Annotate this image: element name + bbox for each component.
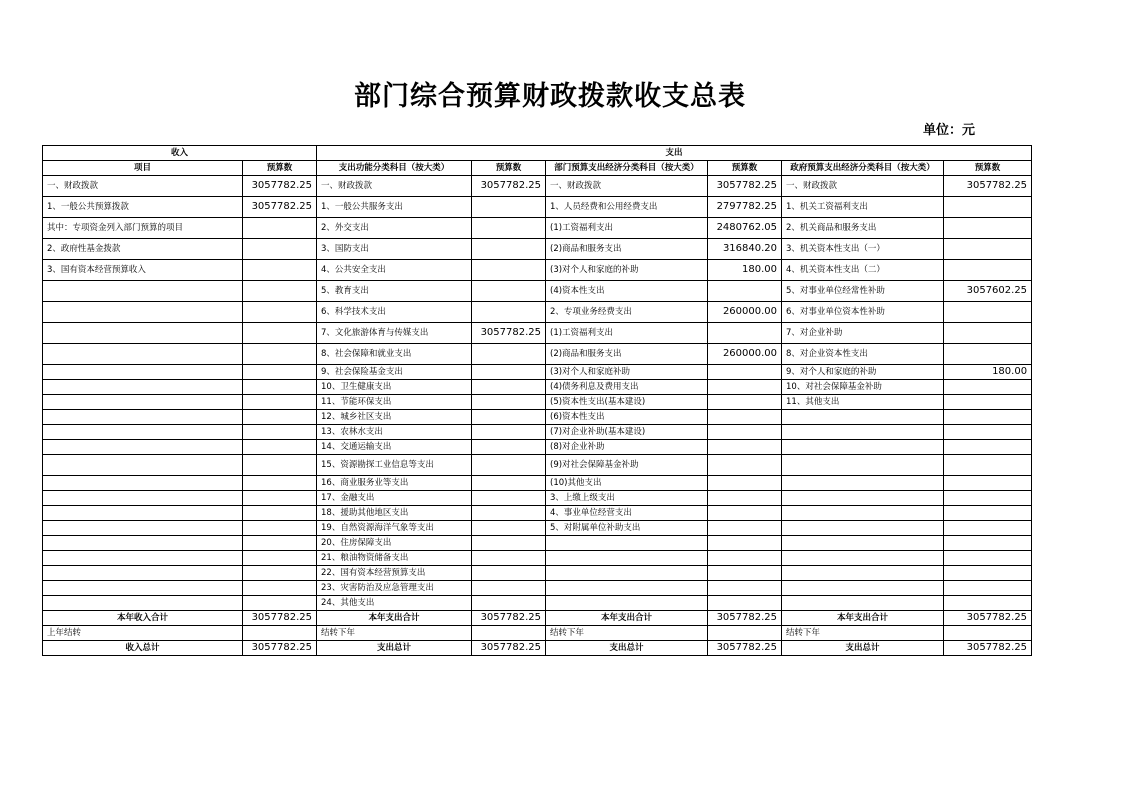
cell-gov-econ-item: [782, 536, 944, 551]
cell-income-budget: [243, 425, 317, 440]
cell-income-item: [43, 380, 243, 395]
cell-gov-econ-item: [782, 410, 944, 425]
cell-dept-econ-budget: [708, 626, 782, 641]
cell-dept-econ-item: 2、专项业务经费支出: [546, 302, 708, 323]
cell-income-budget: [243, 440, 317, 455]
cell-dept-econ-budget: 3057782.25: [708, 641, 782, 656]
table-row: [43, 410, 1032, 425]
cell-function-item: 16、商业服务业等支出: [317, 476, 472, 491]
cell-gov-econ-budget: [944, 302, 1032, 323]
cell-gov-econ-item: [782, 506, 944, 521]
cell-income-budget: [243, 260, 317, 281]
cell-gov-econ-budget: [944, 626, 1032, 641]
cell-gov-econ-item: [782, 476, 944, 491]
expense-header: 支出: [317, 146, 1032, 161]
col-header-functional: 支出功能分类科目（按大类）: [317, 161, 472, 176]
cell-gov-econ-item: [782, 566, 944, 581]
cell-function-budget: [472, 281, 546, 302]
table-row: [43, 323, 1032, 344]
cell-income-budget: 3057782.25: [243, 641, 317, 656]
cell-gov-econ-budget: [944, 425, 1032, 440]
cell-function-budget: [472, 626, 546, 641]
cell-function-item: 12、城乡社区支出: [317, 410, 472, 425]
cell-dept-econ-budget: 260000.00: [708, 302, 782, 323]
cell-function-budget: [472, 344, 546, 365]
cell-income-item: [43, 476, 243, 491]
cell-function-item: 10、卫生健康支出: [317, 380, 472, 395]
cell-dept-econ-budget: [708, 365, 782, 380]
cell-income-item: [43, 302, 243, 323]
cell-function-budget: [472, 440, 546, 455]
table-row: [43, 344, 1032, 365]
cell-function-item: 结转下年: [317, 626, 472, 641]
cell-gov-econ-item: 10、对社会保障基金补助: [782, 380, 944, 395]
column-header-row: [43, 161, 1032, 176]
cell-gov-econ-budget: [944, 521, 1032, 536]
cell-dept-econ-item: 3、上缴上级支出: [546, 491, 708, 506]
cell-dept-econ-budget: [708, 476, 782, 491]
cell-dept-econ-item: 1、人员经费和公用经费支出: [546, 197, 708, 218]
table-row: [43, 596, 1032, 611]
cell-income-item: [43, 506, 243, 521]
cell-function-budget: 3057782.25: [472, 176, 546, 197]
cell-function-budget: [472, 260, 546, 281]
income-header: 收入: [43, 146, 317, 161]
cell-function-item: 1、一般公共服务支出: [317, 197, 472, 218]
cell-income-item: [43, 596, 243, 611]
table-row: [43, 260, 1032, 281]
page-title: 部门综合预算财政拨款收支总表: [354, 81, 746, 112]
cell-function-budget: [472, 476, 546, 491]
table-row: [43, 380, 1032, 395]
cell-gov-econ-item: 7、对企业补助: [782, 323, 944, 344]
cell-dept-econ-item: 5、对附属单位补助支出: [546, 521, 708, 536]
cell-dept-econ-budget: [708, 323, 782, 344]
table-row: [43, 440, 1032, 455]
cell-dept-econ-item: (8)对企业补助: [546, 440, 708, 455]
cell-gov-econ-item: 本年支出合计: [782, 611, 944, 626]
cell-dept-econ-item: (10)其他支出: [546, 476, 708, 491]
cell-dept-econ-item: (1)工资福利支出: [546, 323, 708, 344]
cell-gov-econ-budget: [944, 239, 1032, 260]
cell-function-budget: [472, 491, 546, 506]
cell-gov-econ-budget: 180.00: [944, 365, 1032, 380]
cell-income-item: [43, 551, 243, 566]
cell-gov-econ-item: [782, 491, 944, 506]
cell-dept-econ-item: (2)商品和服务支出: [546, 344, 708, 365]
cell-income-item: 一、财政拨款: [43, 176, 243, 197]
cell-dept-econ-budget: [708, 410, 782, 425]
cell-income-budget: [243, 302, 317, 323]
cell-income-budget: 3057782.25: [243, 176, 317, 197]
cell-gov-econ-item: [782, 596, 944, 611]
cell-gov-econ-item: 结转下年: [782, 626, 944, 641]
cell-income-budget: 3057782.25: [243, 611, 317, 626]
cell-dept-econ-item: 支出总计: [546, 641, 708, 656]
cell-function-item: 9、社会保险基金支出: [317, 365, 472, 380]
cell-function-budget: [472, 536, 546, 551]
unit-label: 单位：元: [923, 123, 976, 138]
table-row: [43, 626, 1032, 641]
col-header-budget: 预算数: [708, 161, 782, 176]
cell-function-budget: [472, 380, 546, 395]
cell-income-item: [43, 410, 243, 425]
table-row: [43, 506, 1032, 521]
cell-dept-econ-budget: [708, 281, 782, 302]
cell-dept-econ-budget: 260000.00: [708, 344, 782, 365]
cell-dept-econ-item: [546, 581, 708, 596]
cell-gov-econ-budget: [944, 506, 1032, 521]
cell-income-item: 2、政府性基金拨款: [43, 239, 243, 260]
cell-income-item: 上年结转: [43, 626, 243, 641]
cell-dept-econ-item: (1)工资福利支出: [546, 218, 708, 239]
table-row: [43, 218, 1032, 239]
cell-function-item: 5、教育支出: [317, 281, 472, 302]
cell-gov-econ-item: 5、对事业单位经常性补助: [782, 281, 944, 302]
cell-gov-econ-budget: [944, 551, 1032, 566]
cell-gov-econ-budget: [944, 380, 1032, 395]
cell-function-item: 14、交通运输支出: [317, 440, 472, 455]
cell-function-budget: [472, 596, 546, 611]
table-row: [43, 536, 1032, 551]
cell-function-item: 13、农林水支出: [317, 425, 472, 440]
cell-income-budget: [243, 491, 317, 506]
cell-function-budget: [472, 566, 546, 581]
cell-function-item: 4、公共安全支出: [317, 260, 472, 281]
cell-income-budget: [243, 596, 317, 611]
cell-gov-econ-budget: 3057782.25: [944, 176, 1032, 197]
cell-function-item: 20、住房保障支出: [317, 536, 472, 551]
cell-dept-econ-item: 结转下年: [546, 626, 708, 641]
cell-dept-econ-budget: [708, 425, 782, 440]
cell-income-budget: [243, 476, 317, 491]
cell-function-budget: [472, 455, 546, 476]
cell-gov-econ-budget: 3057782.25: [944, 641, 1032, 656]
cell-function-item: 本年支出合计: [317, 611, 472, 626]
cell-gov-econ-item: 一、财政拨款: [782, 176, 944, 197]
cell-function-item: 23、灾害防治及应急管理支出: [317, 581, 472, 596]
cell-function-item: 7、文化旅游体育与传媒支出: [317, 323, 472, 344]
cell-dept-econ-budget: [708, 440, 782, 455]
cell-function-item: 22、国有资本经营预算支出: [317, 566, 472, 581]
cell-income-item: [43, 581, 243, 596]
table-row: [43, 491, 1032, 506]
cell-dept-econ-item: (2)商品和服务支出: [546, 239, 708, 260]
table-row: [43, 281, 1032, 302]
cell-dept-econ-budget: [708, 521, 782, 536]
col-header-item: 项目: [43, 161, 243, 176]
cell-function-budget: [472, 551, 546, 566]
cell-gov-econ-item: 11、其他支出: [782, 395, 944, 410]
cell-income-budget: [243, 455, 317, 476]
cell-income-item: [43, 323, 243, 344]
cell-income-item: [43, 440, 243, 455]
cell-dept-econ-item: 一、财政拨款: [546, 176, 708, 197]
budget-table: [42, 145, 1032, 656]
cell-income-budget: [243, 344, 317, 365]
cell-function-item: 8、社会保障和就业支出: [317, 344, 472, 365]
cell-income-budget: [243, 626, 317, 641]
cell-dept-econ-budget: 2480762.05: [708, 218, 782, 239]
table-row: [43, 365, 1032, 380]
cell-gov-econ-budget: [944, 491, 1032, 506]
cell-dept-econ-budget: [708, 491, 782, 506]
cell-income-item: [43, 281, 243, 302]
col-header-gov-economic: 政府预算支出经济分类科目（按大类）: [782, 161, 944, 176]
cell-function-item: 3、国防支出: [317, 239, 472, 260]
cell-income-item: [43, 566, 243, 581]
cell-function-item: 支出总计: [317, 641, 472, 656]
cell-income-budget: [243, 581, 317, 596]
cell-dept-econ-budget: [708, 566, 782, 581]
cell-income-item: [43, 536, 243, 551]
cell-gov-econ-budget: [944, 344, 1032, 365]
cell-function-item: 17、金融支出: [317, 491, 472, 506]
cell-gov-econ-budget: [944, 440, 1032, 455]
cell-dept-econ-item: (3)对个人和家庭补助: [546, 365, 708, 380]
cell-gov-econ-item: [782, 521, 944, 536]
cell-dept-econ-budget: [708, 596, 782, 611]
cell-gov-econ-item: 9、对个人和家庭的补助: [782, 365, 944, 380]
cell-dept-econ-item: [546, 566, 708, 581]
cell-dept-econ-item: 本年支出合计: [546, 611, 708, 626]
cell-gov-econ-item: 8、对企业资本性支出: [782, 344, 944, 365]
table-row: [43, 425, 1032, 440]
cell-gov-econ-budget: [944, 218, 1032, 239]
table-row: [43, 521, 1032, 536]
cell-function-item: 一、财政拨款: [317, 176, 472, 197]
cell-gov-econ-budget: [944, 455, 1032, 476]
cell-function-budget: 3057782.25: [472, 611, 546, 626]
cell-income-budget: [243, 365, 317, 380]
cell-gov-econ-budget: [944, 476, 1032, 491]
cell-income-item: [43, 455, 243, 476]
cell-gov-econ-budget: [944, 395, 1032, 410]
cell-gov-econ-item: [782, 581, 944, 596]
table-row: [43, 302, 1032, 323]
cell-income-budget: 3057782.25: [243, 197, 317, 218]
cell-gov-econ-item: 1、机关工资福利支出: [782, 197, 944, 218]
cell-dept-econ-budget: [708, 506, 782, 521]
cell-gov-econ-item: [782, 425, 944, 440]
cell-gov-econ-item: [782, 455, 944, 476]
cell-income-budget: [243, 395, 317, 410]
cell-income-item: [43, 365, 243, 380]
cell-dept-econ-budget: [708, 536, 782, 551]
cell-function-budget: [472, 302, 546, 323]
cell-dept-econ-budget: 180.00: [708, 260, 782, 281]
table-row: [43, 239, 1032, 260]
cell-dept-econ-item: (6)资本性支出: [546, 410, 708, 425]
cell-income-item: 1、一般公共预算拨款: [43, 197, 243, 218]
cell-dept-econ-item: [546, 596, 708, 611]
cell-function-budget: 3057782.25: [472, 641, 546, 656]
cell-function-item: 6、科学技术支出: [317, 302, 472, 323]
table-row: [43, 197, 1032, 218]
cell-income-budget: [243, 380, 317, 395]
cell-gov-econ-budget: [944, 323, 1032, 344]
table-row: [43, 395, 1032, 410]
cell-dept-econ-item: (7)对企业补助(基本建设): [546, 425, 708, 440]
col-header-budget: 预算数: [944, 161, 1032, 176]
cell-dept-econ-budget: 316840.20: [708, 239, 782, 260]
cell-income-item: [43, 491, 243, 506]
cell-gov-econ-budget: [944, 536, 1032, 551]
cell-gov-econ-item: 6、对事业单位资本性补助: [782, 302, 944, 323]
col-header-budget: 预算数: [472, 161, 546, 176]
cell-dept-econ-item: (5)资本性支出(基本建设): [546, 395, 708, 410]
table-row: [43, 581, 1032, 596]
table-row: [43, 551, 1032, 566]
cell-gov-econ-item: [782, 440, 944, 455]
table-row: [43, 566, 1032, 581]
cell-dept-econ-item: [546, 536, 708, 551]
total-row: [43, 641, 1032, 656]
cell-function-budget: [472, 425, 546, 440]
cell-dept-econ-budget: 3057782.25: [708, 611, 782, 626]
cell-income-item: [43, 344, 243, 365]
cell-income-item: 收入总计: [43, 641, 243, 656]
cell-function-budget: 3057782.25: [472, 323, 546, 344]
cell-income-budget: [243, 536, 317, 551]
cell-gov-econ-budget: [944, 596, 1032, 611]
cell-income-item: 3、国有资本经营预算收入: [43, 260, 243, 281]
cell-function-item: 21、粮油物资储备支出: [317, 551, 472, 566]
cell-function-item: 18、援助其他地区支出: [317, 506, 472, 521]
cell-function-budget: [472, 218, 546, 239]
cell-dept-econ-item: 4、事业单位经营支出: [546, 506, 708, 521]
cell-income-budget: [243, 218, 317, 239]
cell-function-budget: [472, 239, 546, 260]
total-row: [43, 611, 1032, 626]
cell-income-item: 本年收入合计: [43, 611, 243, 626]
cell-dept-econ-budget: [708, 455, 782, 476]
cell-gov-econ-budget: 3057602.25: [944, 281, 1032, 302]
cell-function-budget: [472, 581, 546, 596]
cell-dept-econ-item: (9)对社会保障基金补助: [546, 455, 708, 476]
cell-function-budget: [472, 395, 546, 410]
cell-gov-econ-budget: [944, 197, 1032, 218]
cell-dept-econ-budget: 2797782.25: [708, 197, 782, 218]
cell-income-budget: [243, 323, 317, 344]
cell-dept-econ-item: (3)对个人和家庭的补助: [546, 260, 708, 281]
cell-income-item: 其中：专项资金列入部门预算的项目: [43, 218, 243, 239]
cell-income-item: [43, 395, 243, 410]
cell-function-item: 19、自然资源海洋气象等支出: [317, 521, 472, 536]
cell-dept-econ-item: [546, 551, 708, 566]
cell-function-item: 2、外交支出: [317, 218, 472, 239]
cell-income-budget: [243, 521, 317, 536]
cell-gov-econ-budget: [944, 260, 1032, 281]
cell-gov-econ-item: 4、机关资本性支出（二）: [782, 260, 944, 281]
cell-function-budget: [472, 365, 546, 380]
cell-dept-econ-budget: [708, 551, 782, 566]
cell-dept-econ-budget: 3057782.25: [708, 176, 782, 197]
cell-function-budget: [472, 521, 546, 536]
cell-function-budget: [472, 197, 546, 218]
cell-gov-econ-budget: [944, 410, 1032, 425]
cell-income-budget: [243, 239, 317, 260]
cell-income-budget: [243, 566, 317, 581]
cell-function-item: 11、节能环保支出: [317, 395, 472, 410]
table-row: [43, 176, 1032, 197]
cell-income-budget: [243, 506, 317, 521]
cell-dept-econ-budget: [708, 380, 782, 395]
section-header-row: [43, 146, 1032, 161]
cell-function-item: 15、资源勘探工业信息等支出: [317, 455, 472, 476]
cell-dept-econ-budget: [708, 395, 782, 410]
cell-function-item: 24、其他支出: [317, 596, 472, 611]
cell-dept-econ-item: (4)资本性支出: [546, 281, 708, 302]
cell-gov-econ-budget: [944, 581, 1032, 596]
cell-dept-econ-budget: [708, 581, 782, 596]
cell-function-budget: [472, 410, 546, 425]
col-header-budget: 预算数: [243, 161, 317, 176]
cell-income-budget: [243, 410, 317, 425]
table-row: [43, 476, 1032, 491]
cell-function-budget: [472, 506, 546, 521]
cell-gov-econ-item: 支出总计: [782, 641, 944, 656]
cell-income-budget: [243, 281, 317, 302]
table-row: [43, 455, 1032, 476]
cell-gov-econ-budget: 3057782.25: [944, 611, 1032, 626]
cell-gov-econ-budget: [944, 566, 1032, 581]
cell-income-budget: [243, 551, 317, 566]
cell-gov-econ-item: 2、机关商品和服务支出: [782, 218, 944, 239]
cell-dept-econ-item: (4)债务利息及费用支出: [546, 380, 708, 395]
cell-gov-econ-item: [782, 551, 944, 566]
cell-income-item: [43, 425, 243, 440]
cell-gov-econ-item: 3、机关资本性支出（一）: [782, 239, 944, 260]
col-header-dept-economic: 部门预算支出经济分类科目（按大类）: [546, 161, 708, 176]
cell-income-item: [43, 521, 243, 536]
